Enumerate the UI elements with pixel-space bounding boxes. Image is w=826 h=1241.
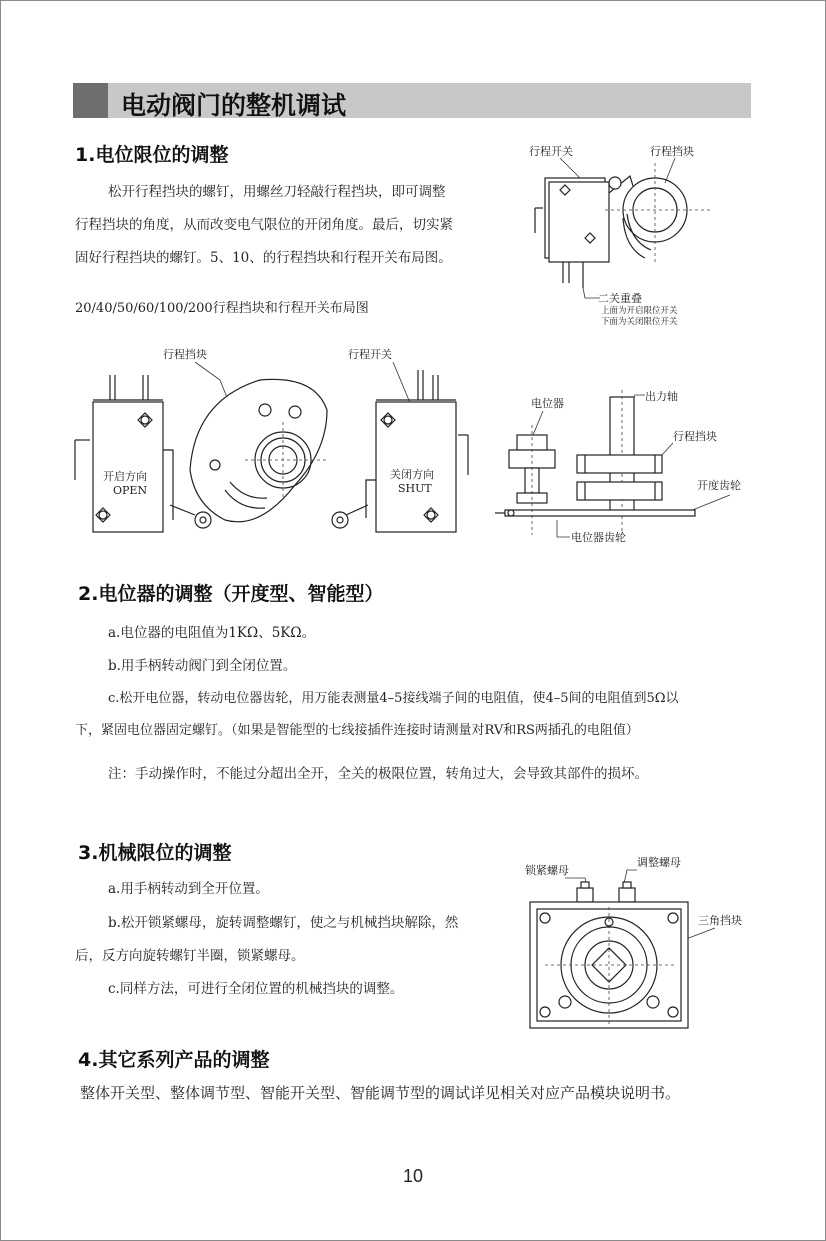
figure-mechanical-limit (515, 852, 755, 1037)
section2-note: 注：手动操作时，不能过分超出全开，全关的极限位置，转角过大，会导致其部件的损坏。 (108, 766, 648, 782)
title-bar (73, 83, 751, 118)
figure-side-view (495, 385, 760, 550)
label-adjust-nut: 调整螺母 (637, 856, 681, 869)
page-title: 电动阀门的整机调试 (121, 91, 347, 120)
section3-item-a: a.用手柄转动到全开位置。 (108, 881, 269, 897)
label-overlap: 二关重叠 (598, 292, 642, 305)
section1-line2: 行程挡块的角度，从而改变电气限位的开闭角度。最后，切实紧 (75, 217, 453, 233)
section2-item-b: b.用手柄转动阀门到全闭位置。 (108, 658, 297, 674)
section2-item-c-line1: c.松开电位器，转动电位器齿轮，用万能表测量4–5接线端子间的电阻值，使4–5间的电阻值到5Ω以 (108, 691, 679, 706)
section4-heading: 4.其它系列产品的调整 (78, 1049, 270, 1071)
dir-shut-cn: 关闭方向 (390, 468, 434, 481)
section3-heading: 3.机械限位的调整 (78, 842, 232, 864)
section2-item-a: a.电位器的电阻值为1KΩ、5KΩ。 (108, 625, 316, 641)
section2-item-c-line2: 下，紧固电位器固定螺钉。（如果是智能型的七线接插件连接时请测量对RV和RS两插孔的电阻值） (75, 723, 639, 738)
section1-heading: 1.电位限位的调整 (75, 144, 229, 166)
label-travel-block-side: 行程挡块 (673, 430, 717, 443)
section1-line1: 松开行程挡块的螺钉，用螺丝刀轻敲行程挡块，即可调整 (108, 184, 446, 200)
note-line1: 上面为开启限位开关 (601, 306, 678, 316)
title-marker (73, 83, 108, 118)
label-potentiometer: 电位器 (531, 397, 564, 410)
section3-item-c: c.同样方法，可进行全闭位置的机械挡块的调整。 (108, 981, 404, 997)
label-output-shaft: 出力轴 (645, 390, 678, 403)
figure-open-switch (65, 340, 345, 540)
page-number: 10 (402, 1166, 424, 1186)
section3-item-b-line1: b.松开锁紧螺母，旋转调整螺钉，使之与机械挡块解除，然 (108, 915, 459, 931)
label-triangle-block: 三角挡块 (698, 914, 742, 927)
figure-shut-switch (318, 340, 478, 540)
section1-caption: 20/40/50/60/100/200行程挡块和行程开关布局图 (75, 301, 369, 316)
label-travel-switch: 行程开关 (529, 145, 573, 158)
label-travel-block: 行程挡块 (650, 145, 694, 158)
section3-item-b-line2: 后，反方向旋转螺钉半圈，锁紧螺母。 (75, 948, 305, 964)
section2-heading: 2.电位器的调整（开度型、智能型） (78, 583, 384, 605)
dir-open-cn: 开启方向 (103, 470, 147, 483)
section1-line3: 固好行程挡块的螺钉。5、10、的行程挡块和行程开关布局图。 (75, 250, 452, 266)
note-line2: 下面为关闭限位开关 (601, 317, 678, 327)
label-switch-shut: 行程开关 (348, 348, 392, 361)
section4-text: 整体开关型、整体调节型、智能开关型、智能调节型的调试详见相关对应产品模块说明书。 (80, 1084, 681, 1102)
label-opening-gear: 开度齿轮 (697, 479, 741, 492)
label-lock-nut: 锁紧螺母 (525, 864, 569, 877)
dir-open-en: OPEN (113, 484, 148, 497)
dir-shut-en: SHUT (398, 482, 432, 495)
label-pot-gear: 电位器齿轮 (571, 531, 626, 544)
label-block-open: 行程挡块 (163, 348, 207, 361)
figure-switch-block-overlap (505, 138, 750, 338)
